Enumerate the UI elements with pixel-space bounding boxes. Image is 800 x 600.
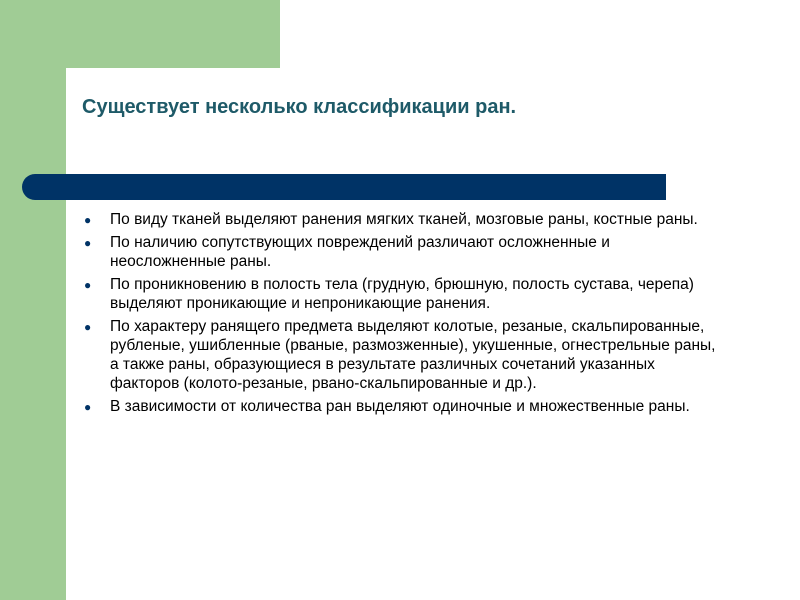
top-green-block bbox=[66, 0, 280, 68]
bullet-item-concomitant-damage bbox=[82, 233, 722, 271]
bullet-list bbox=[82, 210, 722, 420]
left-green-strip bbox=[0, 0, 66, 600]
slide-title: Существует несколько классификации ран. bbox=[82, 96, 517, 118]
bullet-item-tissue-type bbox=[82, 210, 722, 229]
bullet-item-wound-count bbox=[82, 397, 722, 416]
bullet-text: По наличию сопутствующих повреждений различают осложненные и неосложненные раны. bbox=[110, 234, 610, 270]
bullet-dot-icon: ● bbox=[84, 400, 92, 414]
bullet-dot-icon: ● bbox=[84, 213, 92, 227]
bullet-text: По виду тканей выделяют ранения мягких тканей, мозговые раны, костные раны. bbox=[110, 211, 698, 228]
bullet-item-wounding-object bbox=[82, 317, 722, 393]
bullet-text: По проникновению в полость тела (грудную, брюшную, полость сустава, черепа) выделяют проникающие и непроникающие ранения. bbox=[110, 276, 694, 312]
title-divider-bar bbox=[22, 174, 666, 200]
bullet-dot-icon: ● bbox=[84, 320, 92, 334]
bullet-item-penetration bbox=[82, 275, 722, 313]
bullet-text: По характеру ранящего предмета выделяют колотые, резаные, скальпированные, рубленые, ушибленные (рваные, размозженные), укушенные, огнестрельные раны, а также раны, образующиеся в результате различных сочетаний указанных факторов (колото-резаные, рвано-скальпированные и др.). bbox=[110, 318, 716, 392]
bullet-text: В зависимости от количества ран выделяют одиночные и множественные раны. bbox=[110, 398, 690, 415]
bullet-dot-icon: ● bbox=[84, 236, 92, 250]
bullet-dot-icon: ● bbox=[84, 278, 92, 292]
